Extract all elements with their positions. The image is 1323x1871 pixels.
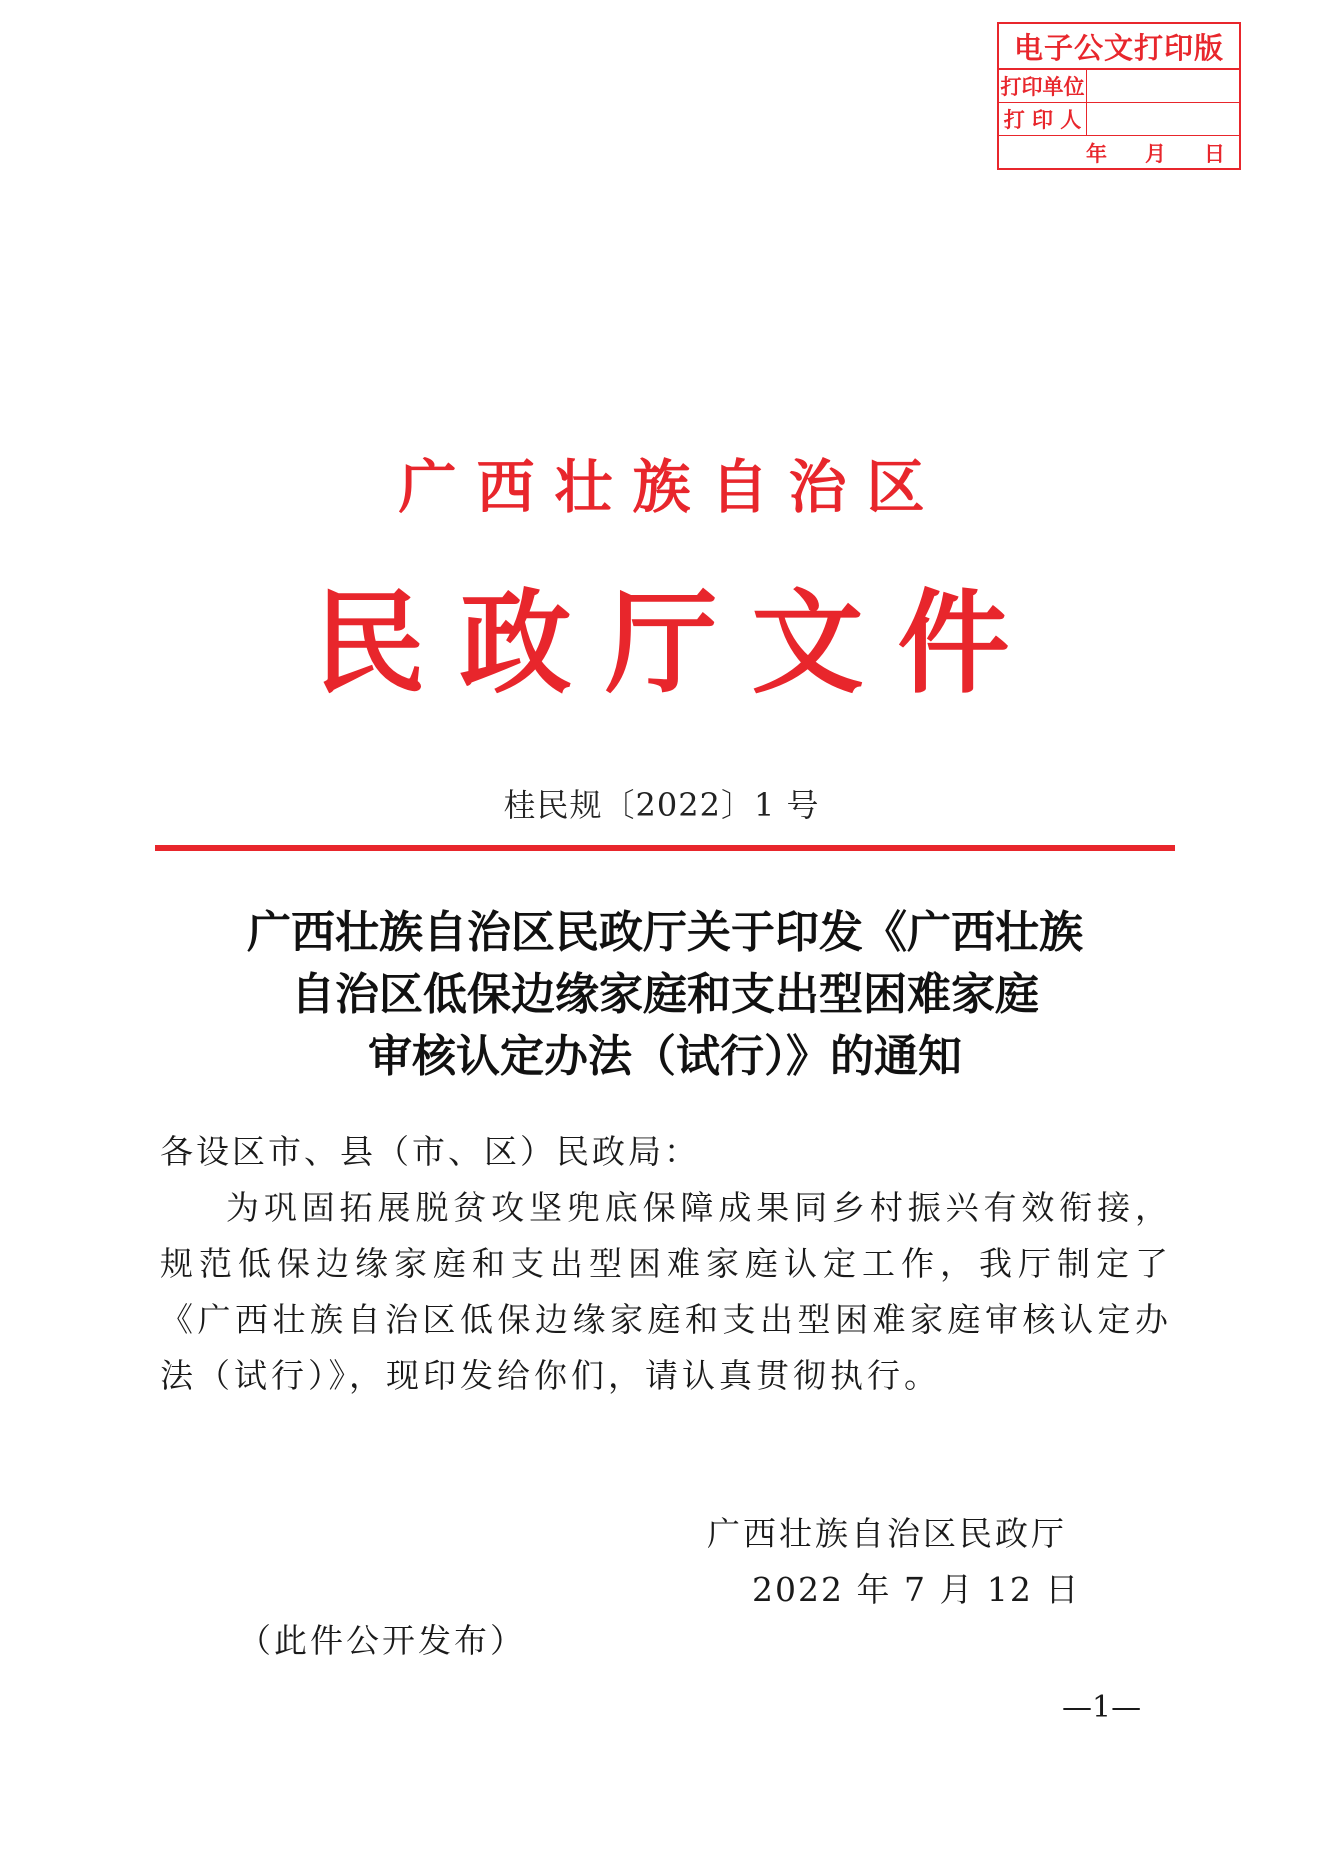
signature-org: 广西壮族自治区民政厅 xyxy=(707,1514,1067,1553)
stamp-row-printer xyxy=(999,103,1239,136)
document-number: 桂民规〔2022〕1 号 xyxy=(503,786,820,824)
red-separator-line xyxy=(155,845,1175,851)
signature-date: 2022 年 7 月 12 日 xyxy=(752,1570,1081,1609)
print-stamp-box xyxy=(997,22,1241,170)
issuing-org-line2: 民政厅文件 xyxy=(313,578,1044,709)
page-number: —1— xyxy=(1062,1690,1142,1725)
title-line-3: 审核认定办法（试行）》的通知 xyxy=(368,1031,962,1082)
stamp-date-row xyxy=(999,136,1239,170)
document-title xyxy=(150,902,1180,1088)
addressee: 各设区市、县（市、区）民政局： xyxy=(160,1132,700,1171)
issuing-org-line1: 广西壮族自治区 xyxy=(398,453,945,521)
title-line-1: 广西壮族自治区民政厅关于印发《广西壮族 xyxy=(247,907,1083,958)
stamp-year-label: 年 xyxy=(1086,141,1107,166)
stamp-row-print-unit xyxy=(999,70,1239,103)
publication-note: （此件公开发布） xyxy=(238,1621,526,1660)
stamp-printer-label: 打 印 人 xyxy=(999,103,1087,135)
title-line-2: 自治区低保边缘家庭和支出型困难家庭 xyxy=(291,969,1039,1020)
stamp-title: 电子公文打印版 xyxy=(999,24,1239,70)
body-paragraph: 为巩固拓展脱贫攻坚兜底保障成果同乡村振兴有效衔接，规范低保边缘家庭和支出型困难家庭认定工作，我厅制定了《广西壮族自治区低保边缘家庭和支出型困难家庭审核认定办法（试行）》，现印发给你们，请认真贯彻执行。 xyxy=(160,1188,1172,1395)
stamp-print-unit-label: 打印单位 xyxy=(999,70,1087,102)
stamp-month-label: 月 xyxy=(1145,141,1166,166)
stamp-day-label: 日 xyxy=(1204,141,1225,166)
